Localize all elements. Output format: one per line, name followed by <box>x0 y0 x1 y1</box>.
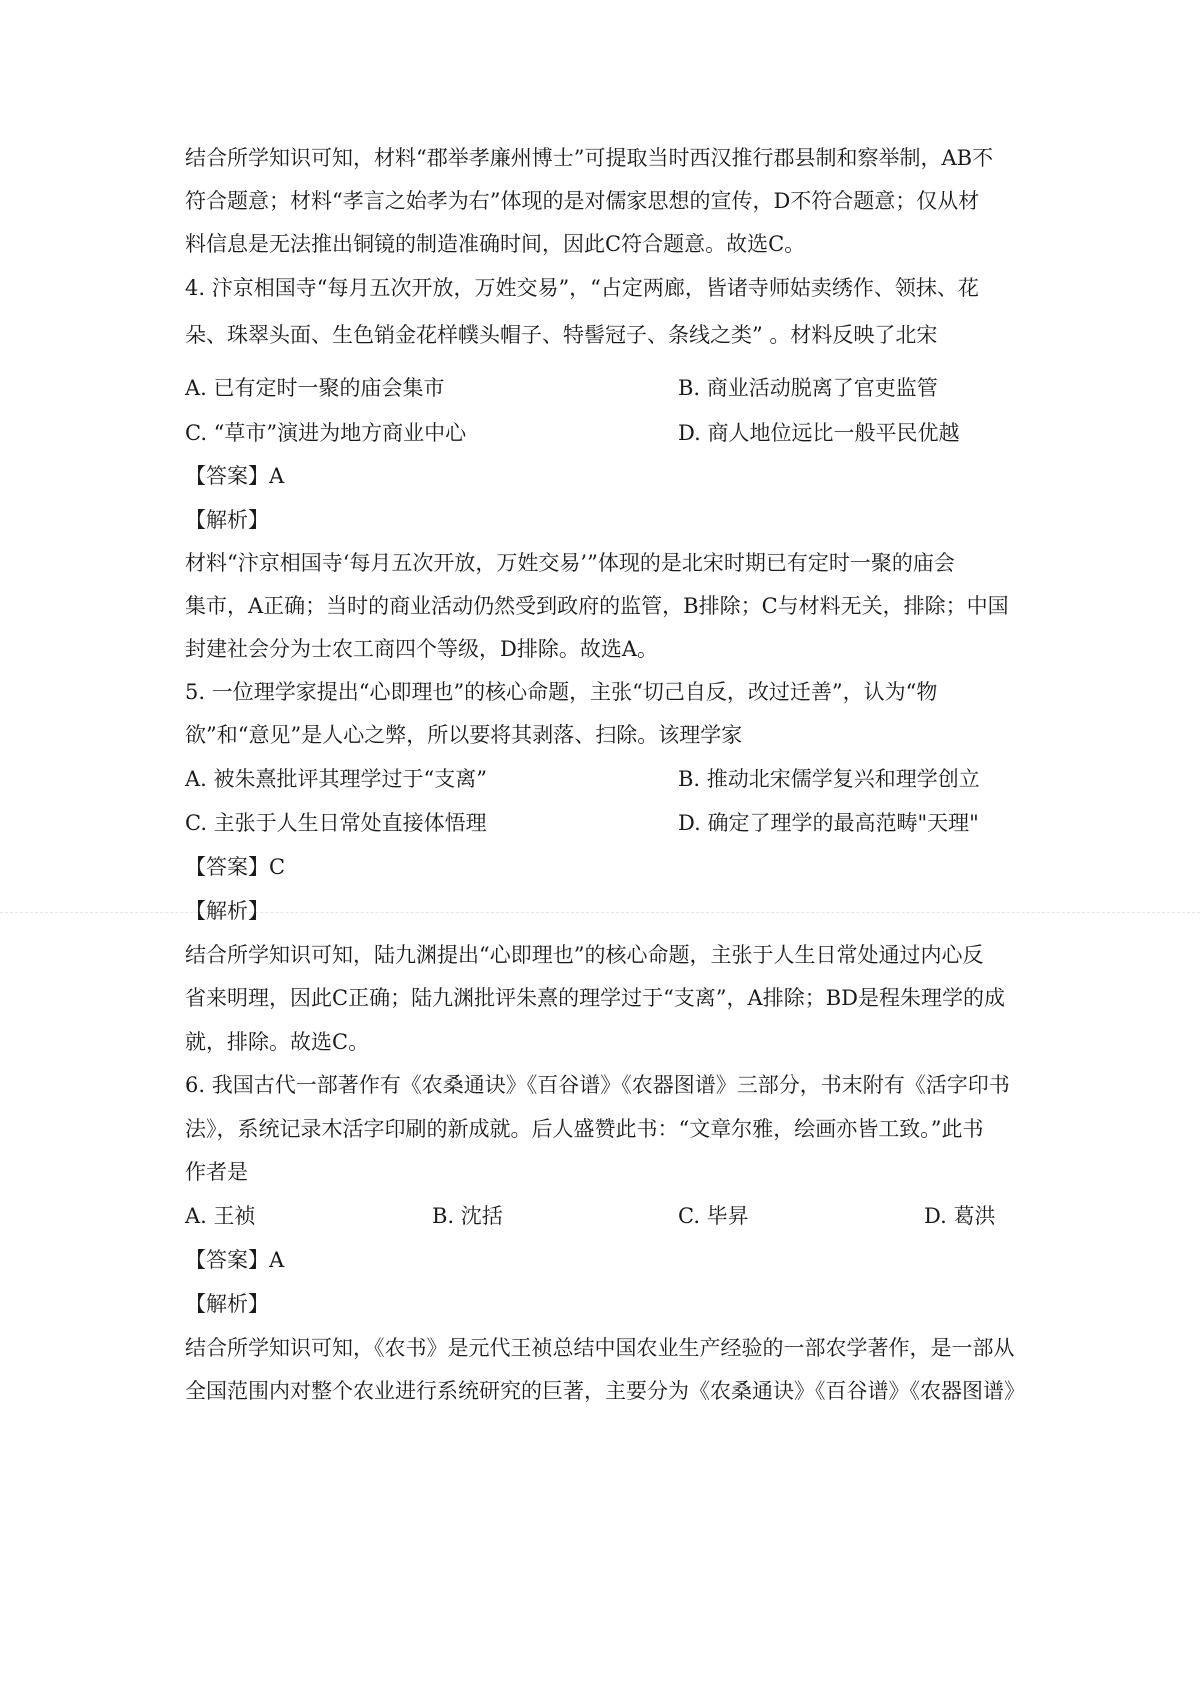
option-b: B. 商业活动脱离了官吏监管 <box>678 376 938 400</box>
question-stem: 作者是 <box>185 1160 248 1184</box>
option-a: A. 已有定时一聚的庙会集市 <box>185 376 445 400</box>
question-stem: 6. 我国古代一部著作有《农桑通诀》《百谷谱》《农器图谱》三部分，书末附有《活字印书 <box>185 1073 1010 1097</box>
answer-label: 【答案】A <box>185 464 285 488</box>
analysis-line: 就，排除。故选C。 <box>185 1030 370 1054</box>
analysis-label: 【解析】 <box>185 1292 269 1316</box>
option-c: C. “草市”演进为地方商业中心 <box>185 421 467 445</box>
question-stem: 法》，系统记录木活字印刷的新成就。后人盛赞此书：“文章尔雅，绘画亦皆工致。”此书 <box>185 1117 984 1141</box>
analysis-label: 【解析】 <box>185 899 269 923</box>
option-c: C. 毕昇 <box>678 1204 749 1228</box>
analysis-line: 结合所学知识可知，《农书》是元代王祯总结中国农业生产经验的一部农学著作，是一部从 <box>185 1336 1015 1360</box>
question-stem: 5. 一位理学家提出“心即理也”的核心命题，主张“切己自反，改过迁善”，认为“物 <box>185 680 938 704</box>
option-b: B. 推动北宋儒学复兴和理学创立 <box>678 767 980 791</box>
explanation-line: 结合所学知识可知，材料“郡举孝廉州博士”可提取当时西汉推行郡县制和察举制，AB不 <box>185 146 994 170</box>
answer-label: 【答案】A <box>185 1248 285 1272</box>
analysis-line: 结合所学知识可知，陆九渊提出“心即理也”的核心命题，主张于人生日常处通过内心反 <box>185 943 984 967</box>
question-stem: 欲”和“意见”是人心之弊，所以要将其剥落、扫除。该理学家 <box>185 723 743 747</box>
explanation-line: 料信息是无法推出铜镜的制造准确时间，因此C符合题意。故选C。 <box>185 232 806 256</box>
option-d: D. 确定了理学的最高范畴"天理" <box>678 811 979 835</box>
analysis-line: 省来明理，因此C正确；陆九渊批评朱熹的理学过于“支离”，A排除；BD是程朱理学的成 <box>185 986 1005 1010</box>
option-a: A. 王祯 <box>185 1204 256 1228</box>
option-a: A. 被朱熹批评其理学过于“支离” <box>185 767 487 791</box>
option-b: B. 沈括 <box>432 1204 503 1228</box>
analysis-label: 【解析】 <box>185 508 269 532</box>
page-divider <box>0 912 1200 913</box>
analysis-line: 集市，A正确；当时的商业活动仍然受到政府的监管，B排除；C与材料无关，排除；中国 <box>185 594 1009 618</box>
option-c: C. 主张于人生日常处直接体悟理 <box>185 811 487 835</box>
question-stem: 朵、珠翠头面、生色销金花样幞头帽子、特髻冠子、条线之类” 。材料反映了北宋 <box>185 323 938 347</box>
option-d: D. 商人地位远比一般平民优越 <box>678 421 960 445</box>
question-stem: 4. 汴京相国寺“每月五次开放，万姓交易”，“占定两廊，皆诸寺师姑卖绣作、领抹、花 <box>185 276 979 300</box>
analysis-line: 封建社会分为士农工商四个等级，D排除。故选A。 <box>185 637 659 661</box>
answer-label: 【答案】C <box>185 855 286 879</box>
analysis-line: 全国范围内对整个农业进行系统研究的巨著，主要分为《农桑通诀》《百谷谱》《农器图谱》 <box>185 1379 1025 1403</box>
analysis-line: 材料“汴京相国寺‘每月五次开放，万姓交易’”体现的是北宋时期已有定时一聚的庙会 <box>185 551 955 575</box>
explanation-line: 符合题意；材料“孝言之始孝为右”体现的是对儒家思想的宣传，D不符合题意；仅从材 <box>185 189 980 213</box>
option-d: D. 葛洪 <box>924 1204 996 1228</box>
